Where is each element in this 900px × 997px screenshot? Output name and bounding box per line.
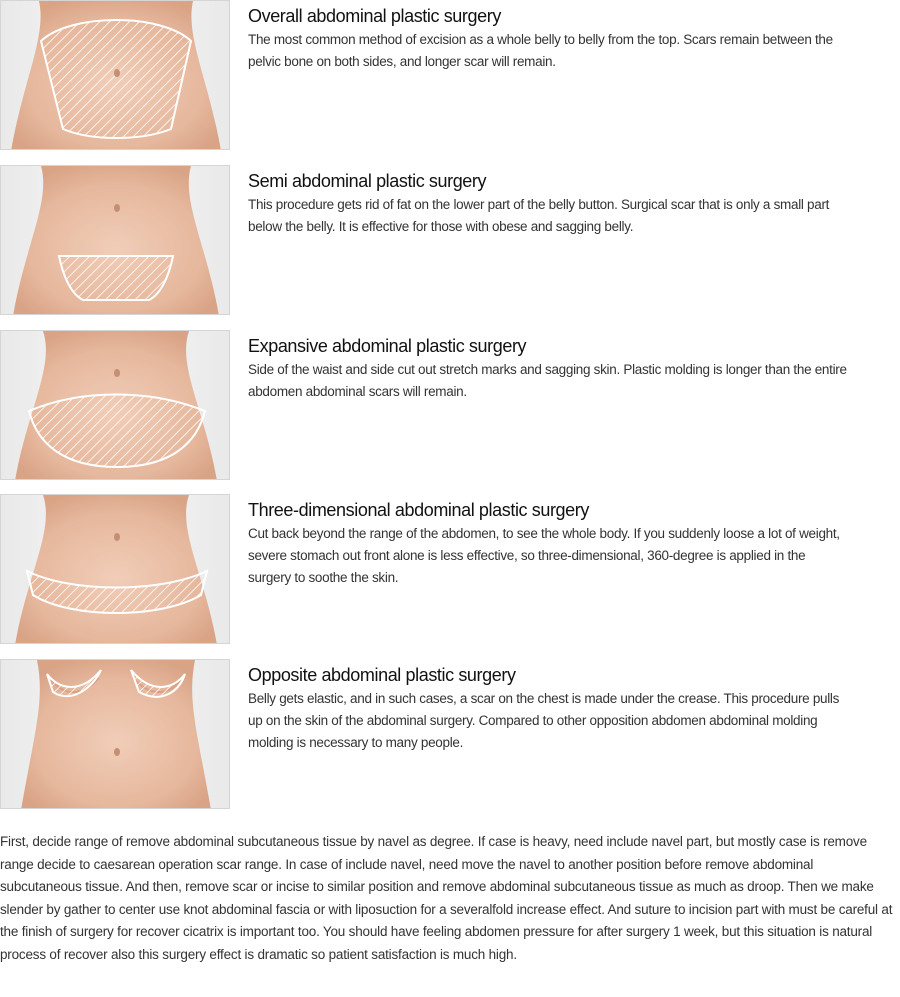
procedure-three-dimensional bbox=[0, 494, 900, 646]
procedure-explanation-paragraph: First, decide range of remove abdominal subcutaneous tissue by navel as degree. If case is heavy, need include navel part, but mostly case is remove range decide to caesarean operation scar range. In case of include navel, need move the navel to another position before remove abdominal subcutaneous tissue. And then, remove scar or incise to similar position and remove abdominal subcutaneous tissue as much as droop. Then we make slender by gather to center use knot abdominal fascia or with liposuction for a severalfold increase effect. And suture to incision part with must be careful at the finish of surgery for recover cicatrix is important too. You should have feeling abdomen pressure for after surgery 1 week, but this situation is natural process of recover also this surgery effect is dramatic so patient satisfaction is much high. bbox=[0, 834, 893, 962]
three-dimensional-abdomen-illustration bbox=[0, 494, 230, 644]
expansive-abdomen-illustration bbox=[0, 330, 230, 480]
semi-abdomen-illustration bbox=[0, 165, 230, 315]
procedure-title: Semi abdominal plastic surgery bbox=[248, 171, 487, 191]
procedure-title: Expansive abdominal plastic surgery bbox=[248, 336, 527, 356]
procedure-opposite bbox=[0, 659, 900, 811]
procedure-title: Three-dimensional abdominal plastic surgery bbox=[248, 500, 589, 520]
procedure-description: This procedure gets rid of fat on the lower part of the belly button. Surgical scar that is only a small part below the belly. It is effective for those with obese and sagging belly. bbox=[248, 197, 830, 234]
procedure-title: Overall abdominal plastic surgery bbox=[248, 6, 501, 26]
procedure-overall bbox=[0, 0, 900, 152]
procedure-semi bbox=[0, 165, 900, 317]
procedure-description: The most common method of excision as a whole belly to belly from the top. Scars remain between the pelvic bone on both sides, and longer scar will remain. bbox=[248, 32, 833, 69]
procedure-expansive bbox=[0, 330, 900, 482]
procedure-description: Belly gets elastic, and in such cases, a scar on the chest is made under the crease. This procedure pulls up on the skin of the abdominal surgery. Compared to other opposition abdomen abdominal molding molding is necessary to many people. bbox=[248, 691, 840, 750]
procedure-description: Side of the waist and side cut out stretch marks and sagging skin. Plastic molding is longer than the entire abdomen abdominal scars will remain. bbox=[248, 362, 847, 399]
overall-abdomen-illustration bbox=[0, 0, 230, 150]
procedure-title: Opposite abdominal plastic surgery bbox=[248, 665, 516, 685]
opposite-abdomen-illustration bbox=[0, 659, 230, 809]
procedure-description: Cut back beyond the range of the abdomen, to see the whole body. If you suddenly loose a lot of weight, severe stomach out front alone is less effective, so three-dimensional, 360-degree is applied in the surgery to soothe the skin. bbox=[248, 526, 840, 585]
